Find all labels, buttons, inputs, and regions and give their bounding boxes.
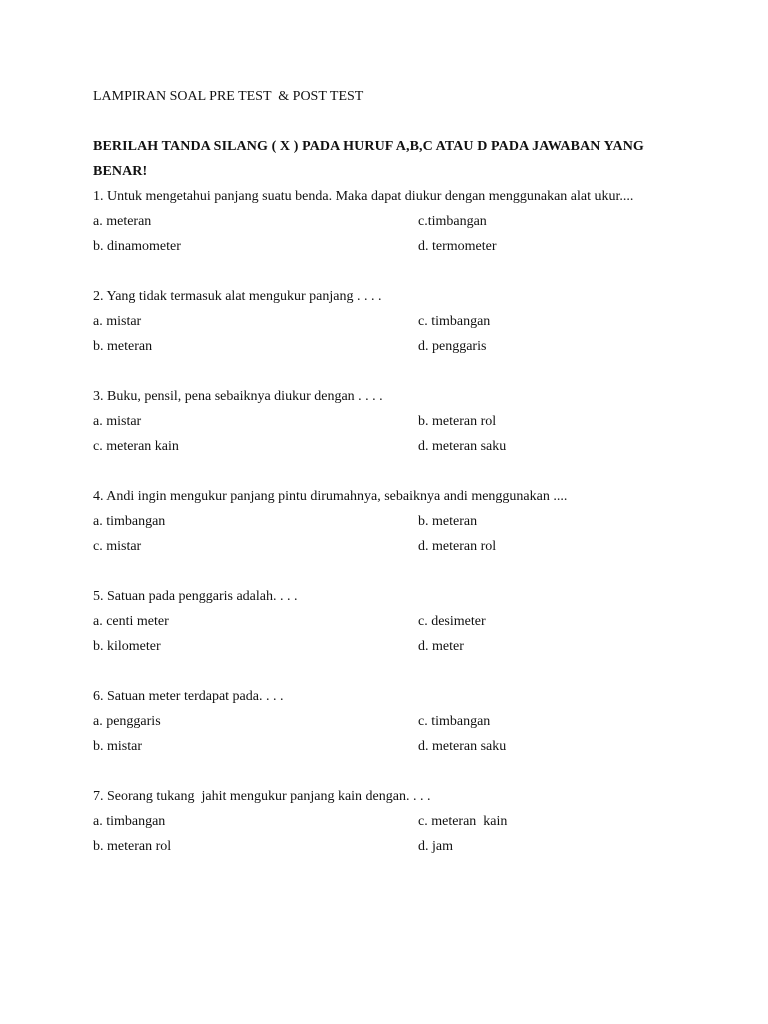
option-row <box>93 634 683 659</box>
answer-option: b. meteran rol <box>418 414 497 429</box>
option-row <box>93 434 683 459</box>
question-block <box>93 584 683 659</box>
question-block <box>93 384 683 459</box>
question-list <box>93 184 683 859</box>
answer-option: c. timbangan <box>418 714 491 729</box>
question-text: 7. Seorang tukang jahit mengukur panjang kain dengan. . . . <box>93 789 431 804</box>
answer-option: b. meteran rol <box>93 839 172 854</box>
answer-option: a. penggaris <box>93 714 161 729</box>
answer-option: a. timbangan <box>93 514 166 529</box>
answer-option: a. mistar <box>93 414 142 429</box>
answer-option: c. mistar <box>93 539 142 554</box>
question-text: 2. Yang tidak termasuk alat mengukur panjang . . . . <box>93 289 382 304</box>
document-page <box>93 84 683 859</box>
option-row <box>93 734 683 759</box>
answer-option: b. meteran <box>418 514 478 529</box>
answer-option: d. meteran saku <box>418 439 507 454</box>
answer-option: d. meteran rol <box>418 539 497 554</box>
option-row <box>93 209 683 234</box>
option-row <box>93 234 683 259</box>
question-text: 5. Satuan pada penggaris adalah. . . . <box>93 589 298 604</box>
option-row <box>93 409 683 434</box>
question-text: 3. Buku, pensil, pena sebaiknya diukur dengan . . . . <box>93 389 383 404</box>
document-title: LAMPIRAN SOAL PRE TEST & POST TEST <box>93 89 364 104</box>
answer-option: d. termometer <box>418 239 497 254</box>
answer-option: b. mistar <box>93 739 142 754</box>
answer-option: a. timbangan <box>93 814 166 829</box>
option-row <box>93 309 683 334</box>
answer-option: c.timbangan <box>418 214 487 229</box>
answer-option: d. penggaris <box>418 339 487 354</box>
answer-option: c. meteran kain <box>418 814 508 829</box>
answer-option: d. meteran saku <box>418 739 507 754</box>
question-block <box>93 284 683 359</box>
option-row <box>93 834 683 859</box>
answer-option: a. centi meter <box>93 614 169 629</box>
answer-option: b. dinamometer <box>93 239 181 254</box>
question-text: 4. Andi ingin mengukur panjang pintu dirumahnya, sebaiknya andi menggunakan .... <box>93 489 568 504</box>
option-row <box>93 809 683 834</box>
answer-option: c. desimeter <box>418 614 486 629</box>
answer-option: a. meteran <box>93 214 152 229</box>
answer-option: b. kilometer <box>93 639 161 654</box>
answer-option: d. meter <box>418 639 464 654</box>
question-block <box>93 184 683 259</box>
answer-option: d. jam <box>418 839 453 854</box>
answer-option: b. meteran <box>93 339 153 354</box>
answer-option: c. meteran kain <box>93 439 179 454</box>
instruction-text: BERILAH TANDA SILANG ( X ) PADA HURUF A,B,C ATAU D PADA JAWABAN YANG BENAR! <box>93 139 644 179</box>
question-block <box>93 784 683 859</box>
option-row <box>93 534 683 559</box>
option-row <box>93 709 683 734</box>
question-block <box>93 684 683 759</box>
option-row <box>93 509 683 534</box>
option-row <box>93 334 683 359</box>
answer-option: c. timbangan <box>418 314 491 329</box>
option-row <box>93 609 683 634</box>
question-block <box>93 484 683 559</box>
answer-option: a. mistar <box>93 314 142 329</box>
question-text: 6. Satuan meter terdapat pada. . . . <box>93 689 284 704</box>
question-text: 1. Untuk mengetahui panjang suatu benda. Maka dapat diukur dengan menggunakan alat ukur.... <box>93 189 634 204</box>
